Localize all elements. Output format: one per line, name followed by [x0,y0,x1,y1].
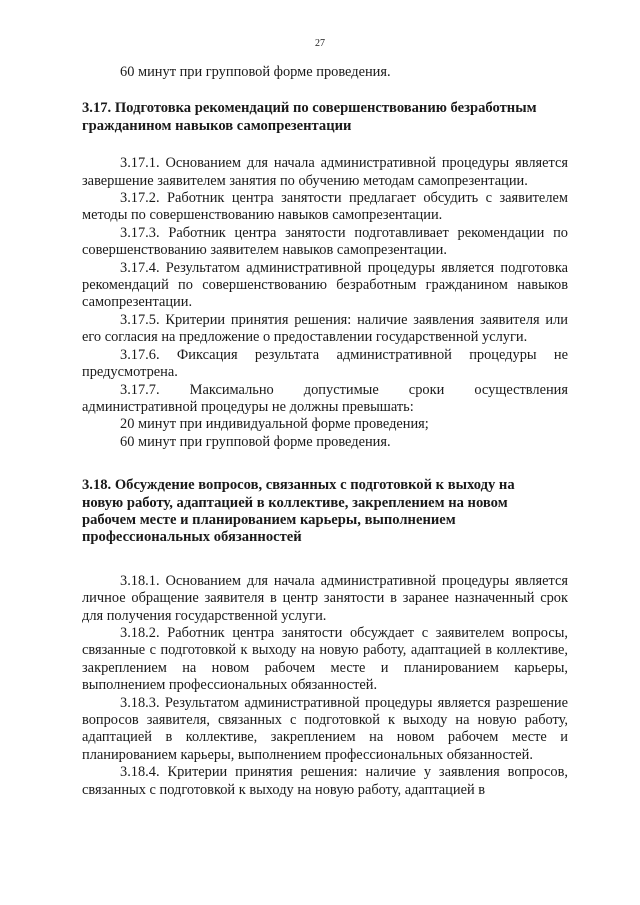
paragraph-3-18-1: 3.18.1. Основанием для начала административной процедуры является личное обращение заявителя в центр занятости в заранее назначенный срок для получения государственной услуги. [82,572,568,624]
paragraph-3-18-3: 3.18.3. Результатом административной процедуры является разрешение вопросов заявителя, связанных с подготовкой к выходу на новую работу, адаптацией в коллективе, закреплением на новом рабочем месте и планированием карьеры, выполнением профессиональных обязанностей. [82,694,568,763]
section-3-18-heading-line4: профессиональных обязанностей [82,529,302,546]
paragraph-3-17-2: 3.17.2. Работник центра занятости предлагает обсудить с заявителем методы по совершенствованию навыков самопрезентации. [82,190,568,224]
paragraph-3-17-3: 3.17.3. Работник центра занятости подготавливает рекомендации по совершенствованию заявителем навыков самопрезентации. [82,224,568,259]
page-number: 27 [315,38,325,49]
paragraph-3-17-1: 3.17.1. Основанием для начала административной процедуры является завершение заявителем занятия по обучению методам самопрезентации. [82,155,568,189]
paragraph-3-17-7-group: 60 минут при групповой форме проведения. [120,433,391,450]
section-3-18-heading-line1: 3.18. Обсуждение вопросов, связанных с подготовкой к выходу на [82,477,515,494]
paragraph-3-17-7-individual: 20 минут при индивидуальной форме проведения; [120,416,429,433]
paragraph-3-17-5: 3.17.5. Критерии принятия решения: наличие заявления заявителя или его согласия на предложение о предоставлении государственной услуги. [82,311,568,346]
section-3-17 [82,100,568,451]
paragraph-3-17-6: 3.17.6. Фиксация результата административной процедуры не предусмотрена. [82,346,568,381]
section-3-18 [82,477,568,799]
paragraph-top-line: 60 минут при групповой форме проведения. [120,64,391,80]
section-3-18-heading-line2: новую работу, адаптацией в коллективе, закреплением на новом [82,494,508,511]
section-3-17-heading-line1: 3.17. Подготовка рекомендаций по совершенствованию безработным [82,100,537,117]
paragraph-3-17-7: 3.17.7. Максимально допустимые сроки осуществления административной процедуры не должны превышать: [82,381,568,415]
section-3-18-heading-line3: рабочем месте и планированием карьеры, выполнением [82,511,456,528]
paragraph-3-18-2: 3.18.2. Работник центра занятости обсуждает с заявителем вопросы, связанные с подготовкой к выходу на новую работу, адаптацией в коллективе, закреплением на новом рабочем месте и планированием карьеры, выполнением профессиональных обязанностей. [82,624,568,694]
section-3-17-heading-line2: гражданином навыков самопрезентации [82,117,352,134]
document-body [82,64,568,799]
paragraph-3-17-4: 3.17.4. Результатом административной процедуры является подготовка рекомендаций по совершенствованию безработным гражданином навыков самопрезентации. [82,259,568,311]
paragraph-3-18-4: 3.18.4. Критерии принятия решения: наличие у заявления вопросов, связанных с подготовкой к выходу на новую работу, адаптацией в [82,764,568,798]
